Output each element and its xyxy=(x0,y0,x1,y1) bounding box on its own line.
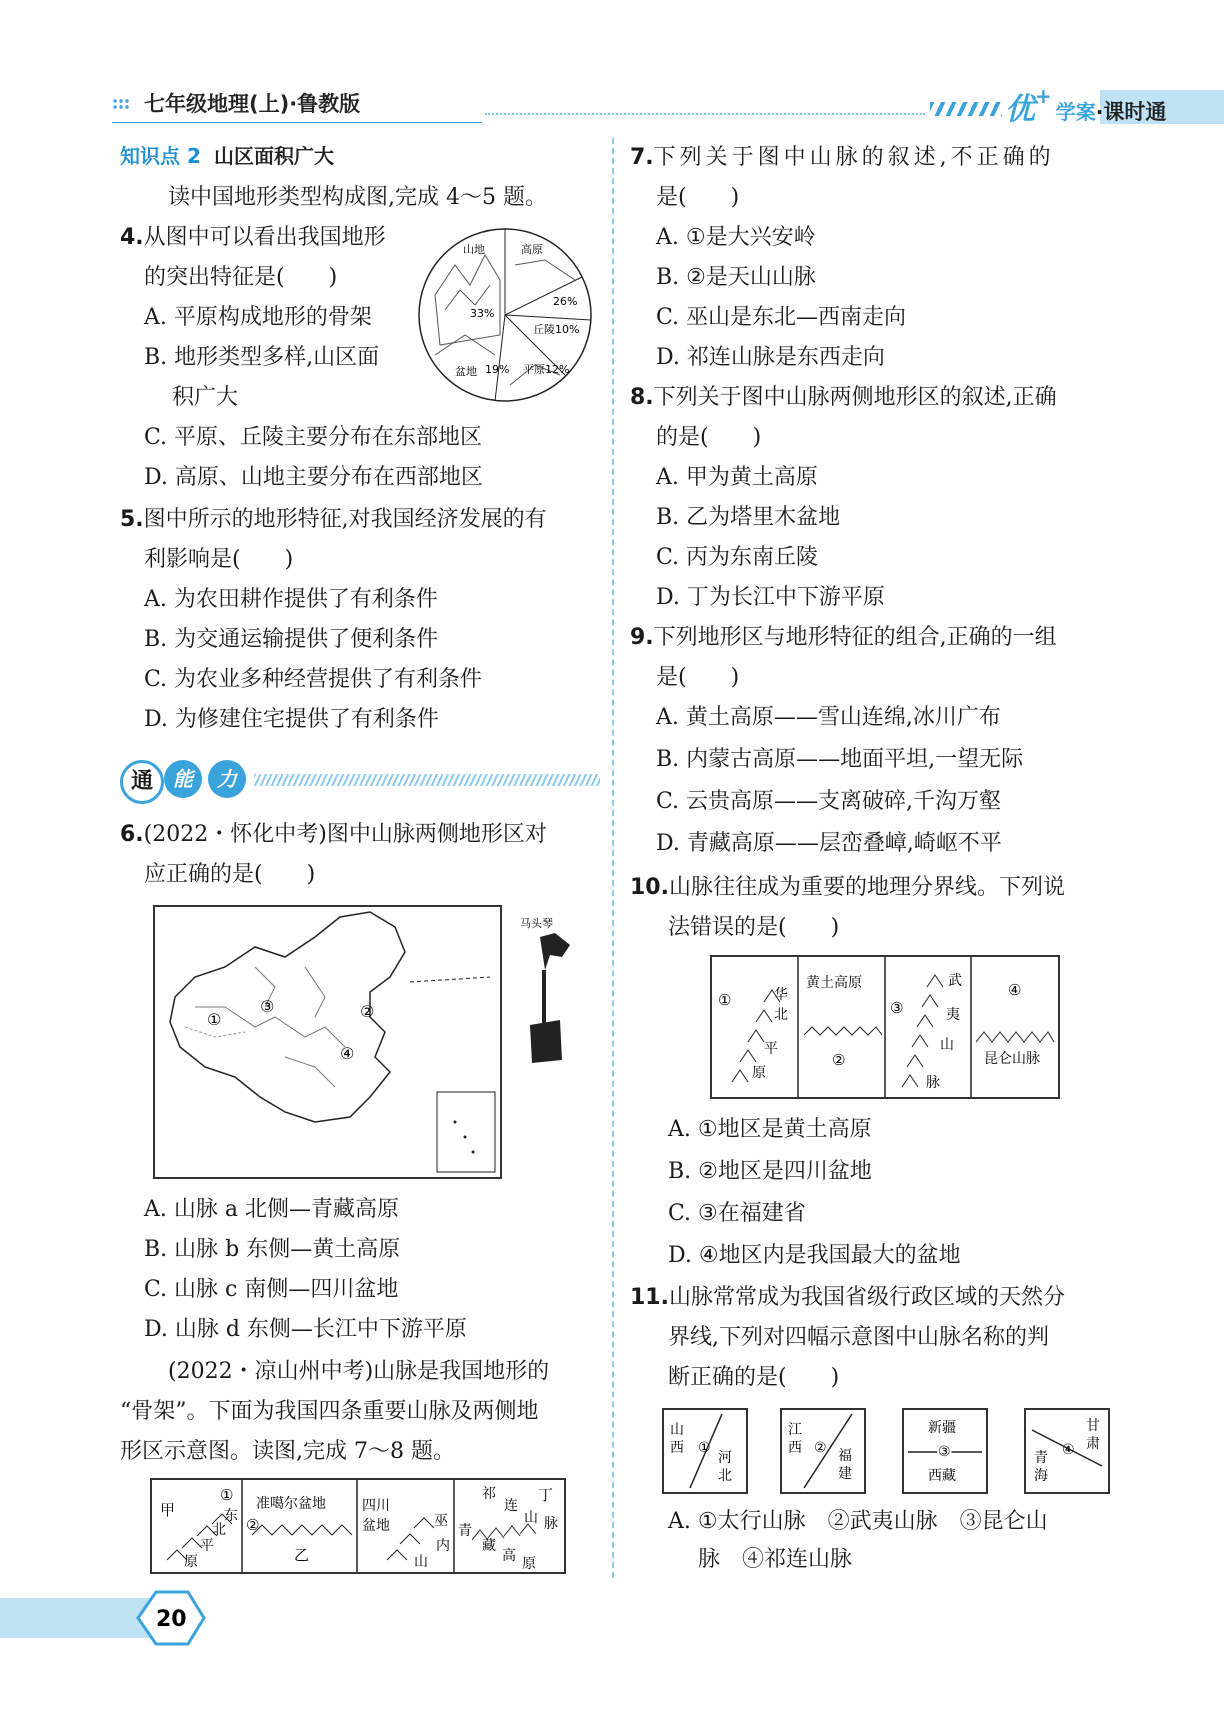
intro78-line1: (2022・凉山州中考)山脉是我国地形的 xyxy=(168,1359,550,1384)
q10-stem xyxy=(630,868,1065,908)
map-mark-1: ① xyxy=(207,1010,222,1029)
brand-tail: 课时通 xyxy=(1103,100,1167,124)
fig10-yi: 夷 xyxy=(946,1007,960,1023)
q10-line1: 山脉往往成为重要的地理分界线。下列说 xyxy=(668,875,1065,900)
q11-line1: 山脉常常成为我国省级行政区域的天然分 xyxy=(668,1285,1065,1310)
fig10-huangtu: 黄土高原 xyxy=(806,975,862,991)
fig10-c1: ① xyxy=(718,991,732,1009)
kp-title: 山区面积广大 xyxy=(213,144,334,168)
q5-stem xyxy=(120,500,547,540)
q4-line1: 从图中可以看出我国地形 xyxy=(143,225,386,250)
section-banner xyxy=(120,758,600,802)
banner-stripes xyxy=(254,774,600,786)
q6-option-c[interactable]: C. 山脉 c 南侧—四川盆地 xyxy=(144,1277,399,1302)
kp-label: 知识点 2 xyxy=(120,144,201,168)
q7-line2: 是( ) xyxy=(656,185,740,210)
q10-option-b[interactable]: B. ②地区是四川盆地 xyxy=(668,1159,872,1184)
q11-box-4 xyxy=(1024,1408,1110,1494)
q11-b3-t1: 新疆 xyxy=(928,1420,956,1436)
intro78-line2: “骨架”。下面为我国四条重要山脉及两侧地 xyxy=(120,1399,539,1424)
q5-option-a[interactable]: A. 为农田耕作提供了有利条件 xyxy=(144,587,438,612)
header-underline xyxy=(112,122,482,123)
q10-option-a[interactable]: A. ①地区是黄土高原 xyxy=(668,1117,872,1142)
q5-option-d[interactable]: D. 为修建住宅提供了有利条件 xyxy=(144,707,439,732)
page-number-badge xyxy=(128,1588,208,1648)
pie-value-33: 33% xyxy=(470,307,495,320)
q4-number: 4. xyxy=(120,225,144,250)
q10-line2: 法错误的是( ) xyxy=(668,915,840,940)
terrain-pie-figure xyxy=(415,225,595,405)
q5-line2: 利影响是( ) xyxy=(144,547,294,572)
fig78-lian: 连 xyxy=(504,1498,518,1514)
banner-char-1: 通 xyxy=(120,760,164,804)
brand-plus: + xyxy=(1035,84,1052,108)
menu-dots-icon xyxy=(112,98,130,110)
banner-char-2: 能 xyxy=(164,760,202,798)
q11-b2-t1: 江 xyxy=(788,1422,802,1438)
q4-option-c[interactable]: C. 平原、丘陵主要分布在东部地区 xyxy=(144,425,483,450)
q8-option-a[interactable]: A. 甲为黄土高原 xyxy=(656,465,818,490)
q6-number: 6. xyxy=(120,822,144,847)
pie-label-pen: 盆地 xyxy=(455,365,477,378)
fig78-nei: 内 xyxy=(436,1538,450,1554)
q7-option-c[interactable]: C. 巫山是东北—西南走向 xyxy=(656,305,907,330)
q11-box-3-svg xyxy=(904,1410,986,1492)
knowledge-point-heading xyxy=(120,140,334,169)
page-number: 20 xyxy=(156,1607,187,1632)
q10-figure xyxy=(710,955,1060,1099)
q9-option-d[interactable]: D. 青藏高原——层峦叠嶂,崎岖不平 xyxy=(656,831,1002,856)
q11-box-2-svg xyxy=(782,1410,864,1492)
q11-b4-c: ④ xyxy=(1062,1442,1075,1458)
q4-line2: 的突出特征是( ) xyxy=(144,265,338,290)
q11-b2-c: ② xyxy=(814,1440,827,1456)
q10-figure-svg xyxy=(712,957,1058,1097)
q9-line1: 下列地形区与地形特征的组合,正确的一组 xyxy=(653,625,1057,650)
q11-option-a-cont: 脉 ④祁连山脉 xyxy=(698,1547,853,1572)
fig78-yuan4: 原 xyxy=(522,1556,536,1572)
q8-option-c[interactable]: C. 丙为东南丘陵 xyxy=(656,545,819,570)
map-mark-2: ② xyxy=(360,1002,375,1021)
fig78-bei: 北 xyxy=(212,1522,226,1538)
q4-option-b-cont: 积广大 xyxy=(172,385,239,410)
q11-b2-t2: 西 xyxy=(788,1440,802,1456)
china-map-figure xyxy=(153,905,502,1179)
fig78-dong: 东 xyxy=(224,1508,238,1524)
q5-line1: 图中所示的地形特征,对我国经济发展的有 xyxy=(143,507,547,532)
pie-label-gao: 高原 xyxy=(521,243,543,256)
q7-number: 7. xyxy=(630,145,654,170)
china-map-svg xyxy=(155,907,500,1177)
q8-number: 8. xyxy=(630,385,654,410)
brand-sub: 学案 xyxy=(1055,100,1096,124)
q11-box-1-svg xyxy=(664,1410,746,1492)
fig78-zang: 藏 xyxy=(482,1538,496,1554)
q8-line1: 下列关于图中山脉两侧地形区的叙述,正确 xyxy=(653,385,1057,410)
q10-option-c[interactable]: C. ③在福建省 xyxy=(668,1201,806,1226)
q9-option-a[interactable]: A. 黄土高原——雪山连绵,冰川广布 xyxy=(656,705,1001,730)
fig78-ping: 平 xyxy=(200,1538,214,1554)
q11-stem xyxy=(630,1278,1065,1318)
brand-dot: · xyxy=(1095,100,1104,124)
q11-b1-t3: 河 xyxy=(718,1450,732,1466)
matouqin-icon xyxy=(500,915,590,1065)
fig10-shan: 山 xyxy=(940,1037,954,1053)
q7-option-d[interactable]: D. 祁连山脉是东西走向 xyxy=(656,345,885,370)
q6-option-b[interactable]: B. 山脉 b 东侧—黄土高原 xyxy=(144,1237,401,1262)
pie-label-shan: 山地 xyxy=(463,243,485,256)
fig78-qing: 青 xyxy=(458,1523,472,1539)
fig78-zhun: 准噶尔盆地 xyxy=(256,1496,326,1512)
q8-option-b[interactable]: B. 乙为塔里木盆地 xyxy=(656,505,841,530)
column-divider xyxy=(612,138,614,1578)
q11-box-4-svg xyxy=(1026,1410,1108,1492)
q6-option-a[interactable]: A. 山脉 a 北侧—青藏高原 xyxy=(144,1197,399,1222)
q11-line2: 界线,下列对四幅示意图中山脉名称的判 xyxy=(668,1325,1049,1350)
q9-line2: 是( ) xyxy=(656,665,740,690)
q7-stem xyxy=(630,138,1055,178)
fig78-qi: 祁 xyxy=(482,1486,496,1502)
mountain-strip-svg xyxy=(152,1480,564,1572)
book-title: 七年级地理(上)·鲁教版 xyxy=(144,92,361,116)
pie-value-19: 19% xyxy=(485,363,510,376)
q11-option-a[interactable]: A. ①太行山脉 ②武夷山脉 ③昆仑山 xyxy=(668,1509,1048,1534)
q11-b1-c: ① xyxy=(698,1440,711,1456)
map-mark-4: ④ xyxy=(340,1044,355,1063)
q9-option-b[interactable]: B. 内蒙古高原——地面平坦,一望无际 xyxy=(656,747,1024,772)
fig10-ping: 平 xyxy=(764,1041,778,1057)
matouqin-label: 马头琴 xyxy=(520,917,553,930)
q6-line2: 应正确的是( ) xyxy=(144,862,316,887)
fig78-yi: 乙 xyxy=(294,1546,310,1564)
q10-number: 10. xyxy=(630,875,669,900)
q8-option-d[interactable]: D. 丁为长江中下游平原 xyxy=(656,585,885,610)
intro-4-5: 读中国地形类型构成图,完成 4～5 题。 xyxy=(168,185,547,210)
q11-number: 11. xyxy=(630,1285,669,1310)
fig10-yuan: 原 xyxy=(752,1065,766,1081)
q11-b1-t2: 西 xyxy=(670,1440,684,1456)
q9-stem xyxy=(630,618,1057,658)
q7-option-a[interactable]: A. ①是大兴安岭 xyxy=(656,225,816,250)
q11-b4-t3: 青 xyxy=(1034,1450,1048,1466)
q11-box-2 xyxy=(780,1408,866,1494)
q11-b2-t4: 建 xyxy=(838,1466,852,1482)
fig78-yuan: 原 xyxy=(184,1554,198,1570)
banner-char-3: 力 xyxy=(208,760,246,798)
fig10-c3: ③ xyxy=(890,999,904,1017)
q11-b3-t2: 西藏 xyxy=(928,1468,956,1484)
q6-line1: (2022・怀化中考)图中山脉两侧地形区对 xyxy=(143,822,547,847)
fig78-jia: 甲 xyxy=(160,1501,176,1519)
pie-label-qiu: 丘陵10% xyxy=(533,323,580,336)
brand-logo xyxy=(1005,84,1166,128)
pie-label-ping: 平原12% xyxy=(523,363,570,376)
fig10-bei: 北 xyxy=(774,1007,788,1023)
q9-option-c[interactable]: C. 云贵高原——支离破碎,千沟万壑 xyxy=(656,789,1002,814)
q11-b2-t3: 福 xyxy=(838,1448,852,1464)
q6-option-d[interactable]: D. 山脉 d 东侧—长江中下游平原 xyxy=(144,1317,467,1342)
q4-option-a[interactable]: A. 平原构成地形的骨架 xyxy=(144,305,372,330)
fig78-c1: ① xyxy=(220,1486,234,1504)
q11-b1-t1: 山 xyxy=(670,1422,684,1438)
brand-main: 优 xyxy=(1005,92,1035,127)
q8-line2: 的是( ) xyxy=(656,425,762,450)
q4-option-d[interactable]: D. 高原、山地主要分布在西部地区 xyxy=(144,465,483,490)
q11-b1-t4: 北 xyxy=(718,1468,732,1484)
q5-option-c[interactable]: C. 为农业多种经营提供了有利条件 xyxy=(144,667,483,692)
q6-stem xyxy=(120,815,547,855)
fig78-si: 四川 xyxy=(362,1498,390,1514)
q11-b4-t4: 海 xyxy=(1034,1468,1048,1484)
q11-box-1 xyxy=(662,1408,748,1494)
q7-option-b[interactable]: B. ②是天山山脉 xyxy=(656,265,816,290)
q7-line1: 下列关于图中山脉的叙述,不正确的 xyxy=(653,145,1055,170)
fig78-c2: ② xyxy=(246,1516,260,1534)
pie-value-26: 26% xyxy=(553,295,578,308)
header-bar xyxy=(100,80,1224,130)
fig78-ding: 丁 xyxy=(538,1486,554,1504)
fig10-c4: ④ xyxy=(1008,981,1022,999)
q9-number: 9. xyxy=(630,625,654,650)
q11-line3: 断正确的是( ) xyxy=(668,1365,840,1390)
fig78-gao: 高 xyxy=(502,1548,516,1564)
fig10-wu: 武 xyxy=(948,973,962,989)
q11-b3-c: ③ xyxy=(938,1444,951,1460)
q5-option-b[interactable]: B. 为交通运输提供了便利条件 xyxy=(144,627,439,652)
fig78-shan4: 山 xyxy=(524,1510,538,1526)
fig78-mai: 脉 xyxy=(544,1516,558,1532)
map-mark-3: ③ xyxy=(260,997,275,1016)
q4-option-b[interactable]: B. 地形类型多样,山区面 xyxy=(144,345,380,370)
fig78-shan: 山 xyxy=(414,1554,428,1570)
mountain-strip-figure xyxy=(150,1478,566,1574)
fig10-hua: 华 xyxy=(774,987,788,1003)
q11-b4-t2: 肃 xyxy=(1086,1436,1100,1452)
q5-number: 5. xyxy=(120,507,144,532)
q11-box-3 xyxy=(902,1408,988,1494)
q4-stem xyxy=(120,218,386,258)
fig78-pen: 盆地 xyxy=(362,1518,390,1534)
fig78-wu: 巫 xyxy=(434,1513,448,1529)
fig10-mai: 脉 xyxy=(926,1075,940,1091)
intro78-line3: 形区示意图。读图,完成 7～8 题。 xyxy=(120,1439,455,1464)
q10-option-d[interactable]: D. ④地区内是我国最大的盆地 xyxy=(668,1243,961,1268)
header-dotted-rule xyxy=(485,113,925,115)
fig10-c2: ② xyxy=(832,1051,846,1069)
fig10-kunlun: 昆仑山脉 xyxy=(984,1051,1040,1067)
header-stripes xyxy=(930,102,1002,116)
q8-stem xyxy=(630,378,1057,418)
q11-b4-t1: 甘 xyxy=(1086,1418,1100,1434)
